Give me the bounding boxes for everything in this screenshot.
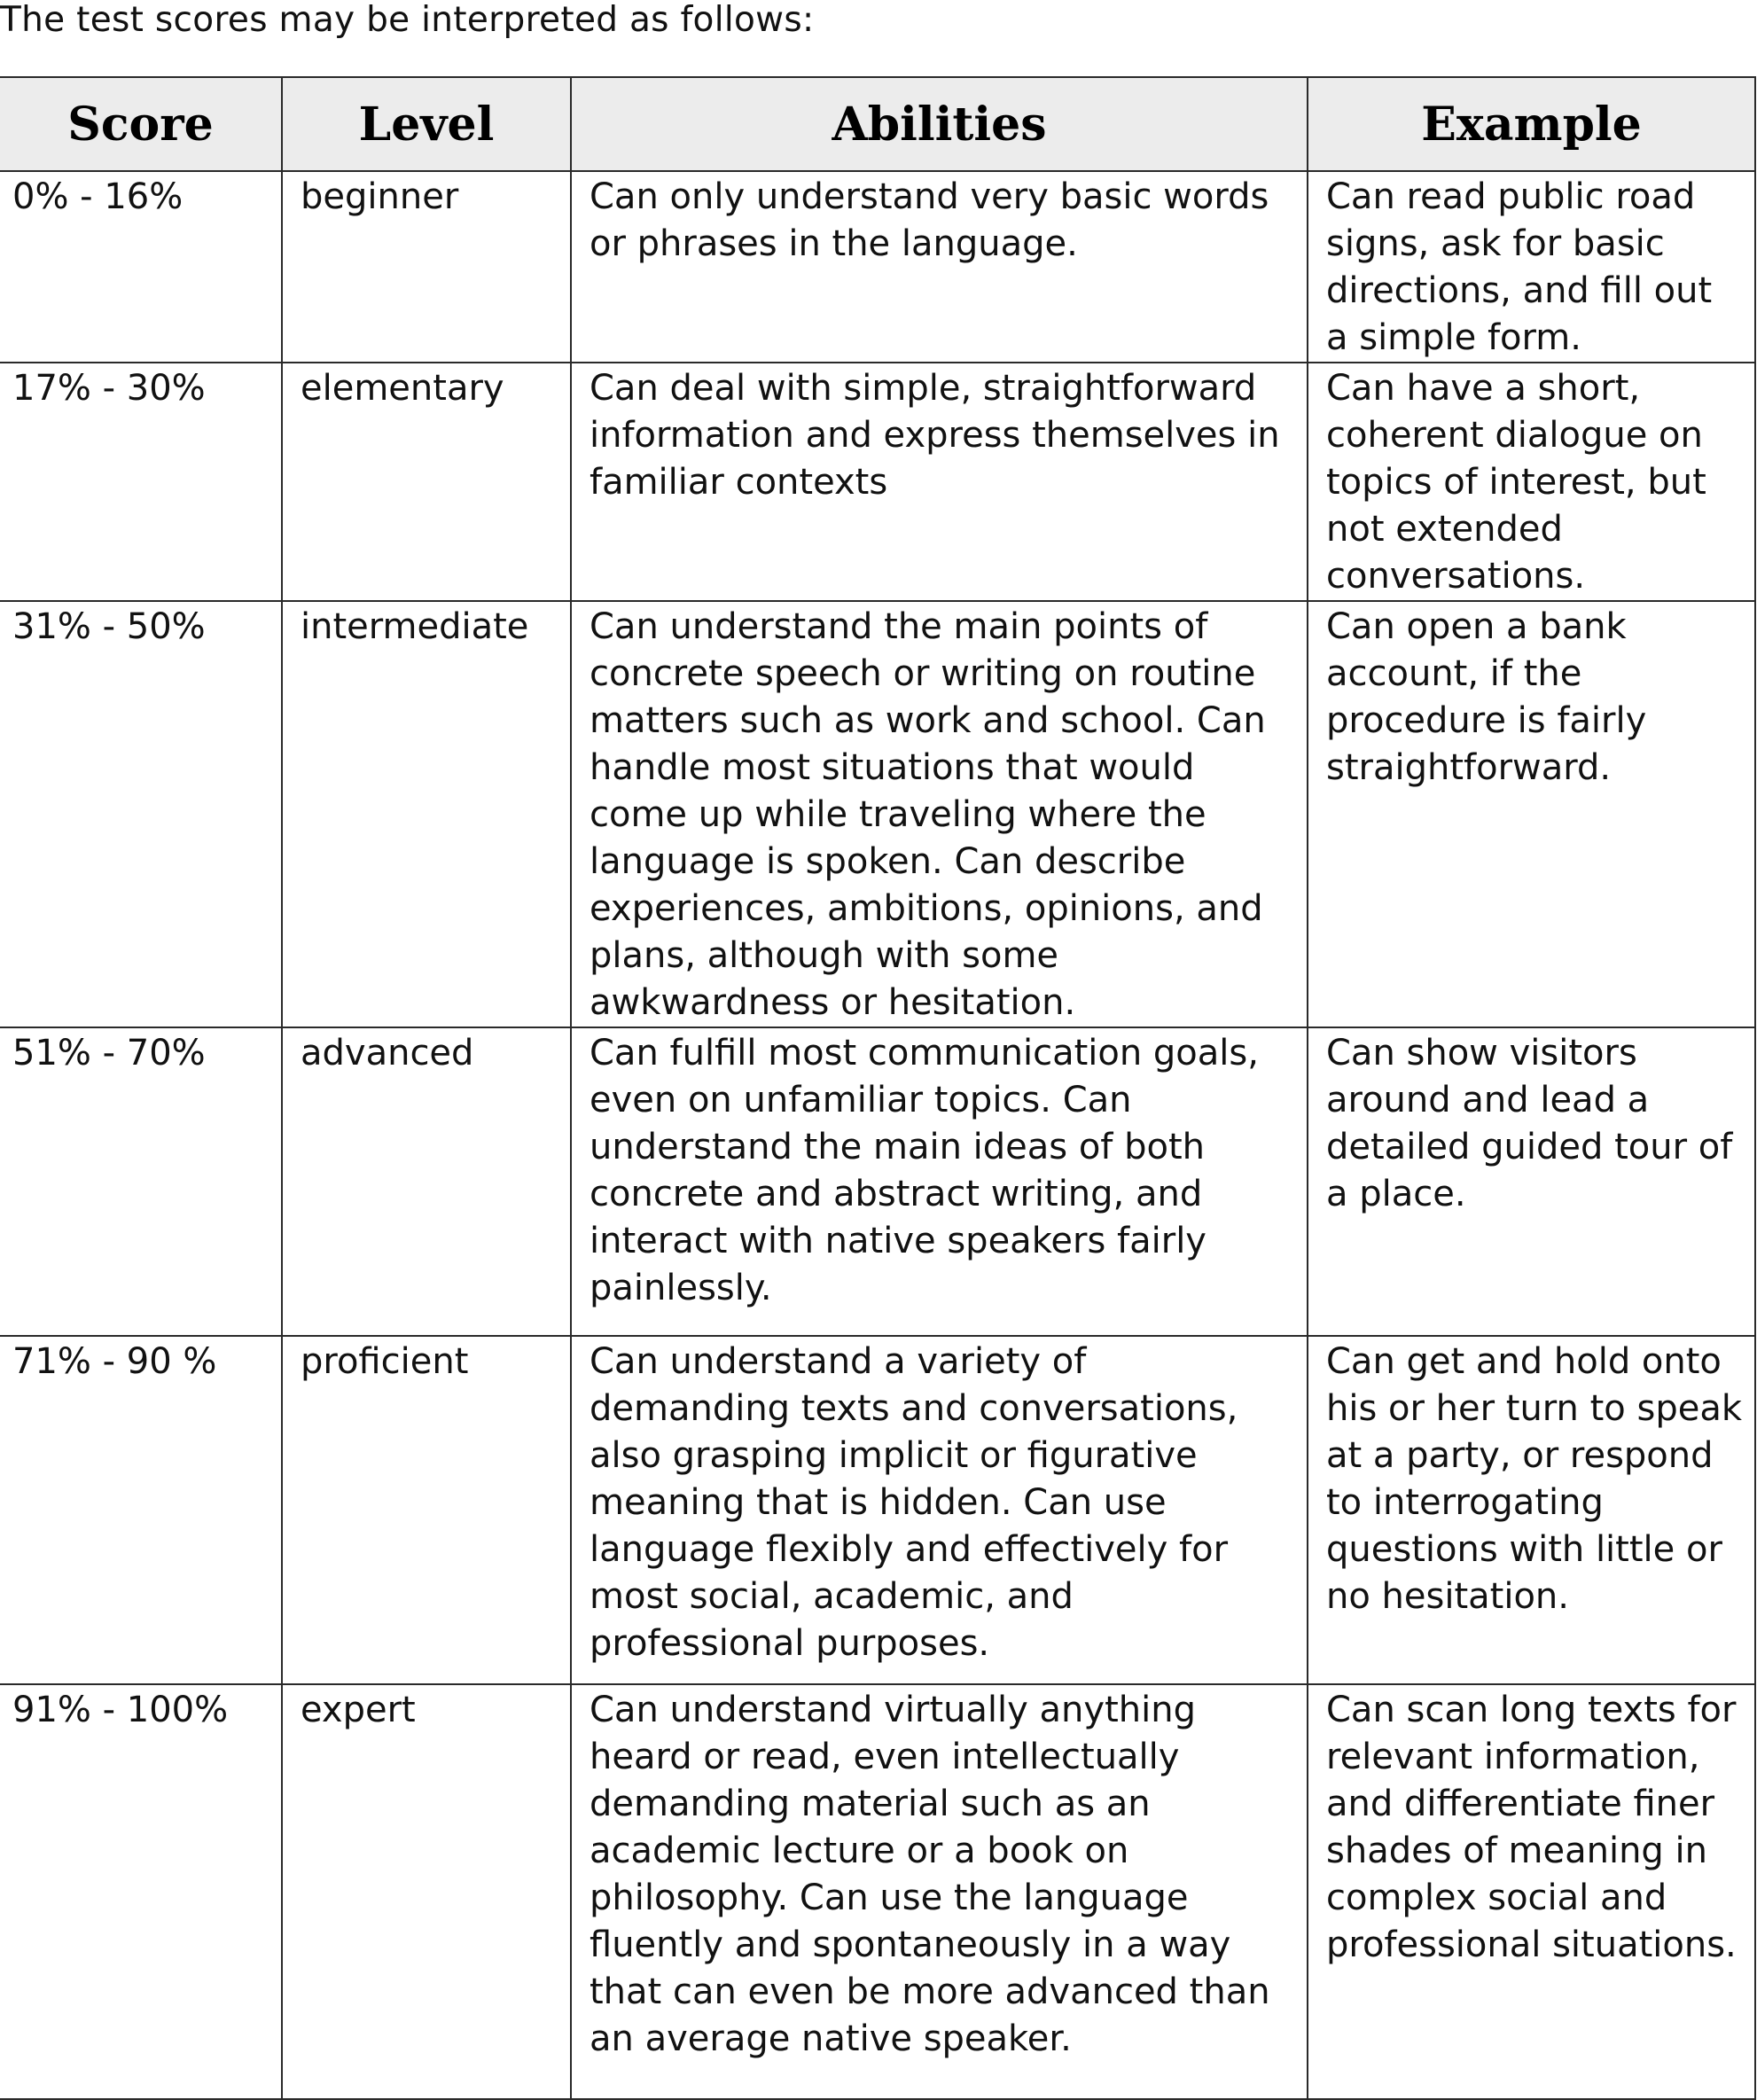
header-abilities: Abilities	[571, 77, 1308, 171]
table-row	[0, 363, 1755, 601]
table-row	[0, 601, 1755, 1027]
example-cell: Can show visitors around and lead a detailed guided tour of a place.	[1308, 1027, 1755, 1336]
abilities-cell: Can deal with simple, straightforward information and express themselves in familiar contexts	[571, 363, 1308, 601]
header-level: Level	[282, 77, 571, 171]
abilities-cell: Can understand virtually anything heard or read, even intellectually demanding material such as an academic lecture or a book on philosophy. Can use the language fluently and spontaneously in a way that can even be more advanced than an average native speaker.	[571, 1684, 1308, 2099]
table-row	[0, 1684, 1755, 2099]
level-cell: elementary	[282, 363, 571, 601]
score-cell: 17% - 30%	[0, 363, 282, 601]
score-cell: 91% - 100%	[0, 1684, 282, 2099]
abilities-cell: Can only understand very basic words or phrases in the language.	[571, 171, 1308, 363]
score-cell: 71% - 90 %	[0, 1336, 282, 1684]
table-row	[0, 171, 1755, 363]
abilities-cell: Can fulfill most communication goals, even on unfamiliar topics. Can understand the main ideas of both concrete and abstract writing, and interact with native speakers fairly painlessly.	[571, 1027, 1308, 1336]
level-cell: advanced	[282, 1027, 571, 1336]
level-cell: expert	[282, 1684, 571, 2099]
header-score: Score	[0, 77, 282, 171]
level-cell: proficient	[282, 1336, 571, 1684]
example-cell: Can get and hold onto his or her turn to speak at a party, or respond to interrogating questions with little or no hesitation.	[1308, 1336, 1755, 1684]
intro-text: The test scores may be interpreted as follows:	[0, 0, 815, 40]
table-header-row	[0, 77, 1755, 171]
level-cell: beginner	[282, 171, 571, 363]
table-row	[0, 1027, 1755, 1336]
score-cell: 31% - 50%	[0, 601, 282, 1027]
abilities-cell: Can understand a variety of demanding texts and conversations, also grasping implicit or figurative meaning that is hidden. Can use language flexibly and effectively for most social, academic, and professional purposes.	[571, 1336, 1308, 1684]
example-cell: Can read public road signs, ask for basic directions, and fill out a simple form.	[1308, 171, 1755, 363]
score-cell: 51% - 70%	[0, 1027, 282, 1336]
abilities-cell: Can understand the main points of concrete speech or writing on routine matters such as work and school. Can handle most situations that would come up while traveling where the language is spoken. Can describe experiences, ambitions, opinions, and plans, although with some awkwardness or hesitation.	[571, 601, 1308, 1027]
table-row	[0, 1336, 1755, 1684]
example-cell: Can open a bank account, if the procedure is fairly straightforward.	[1308, 601, 1755, 1027]
level-cell: intermediate	[282, 601, 571, 1027]
score-cell: 0% - 16%	[0, 171, 282, 363]
example-cell: Can have a short, coherent dialogue on topics of interest, but not extended conversations.	[1308, 363, 1755, 601]
score-interpretation-table	[0, 76, 1756, 2100]
header-example: Example	[1308, 77, 1755, 171]
example-cell: Can scan long texts for relevant information, and differentiate finer shades of meaning in complex social and professional situations.	[1308, 1684, 1755, 2099]
